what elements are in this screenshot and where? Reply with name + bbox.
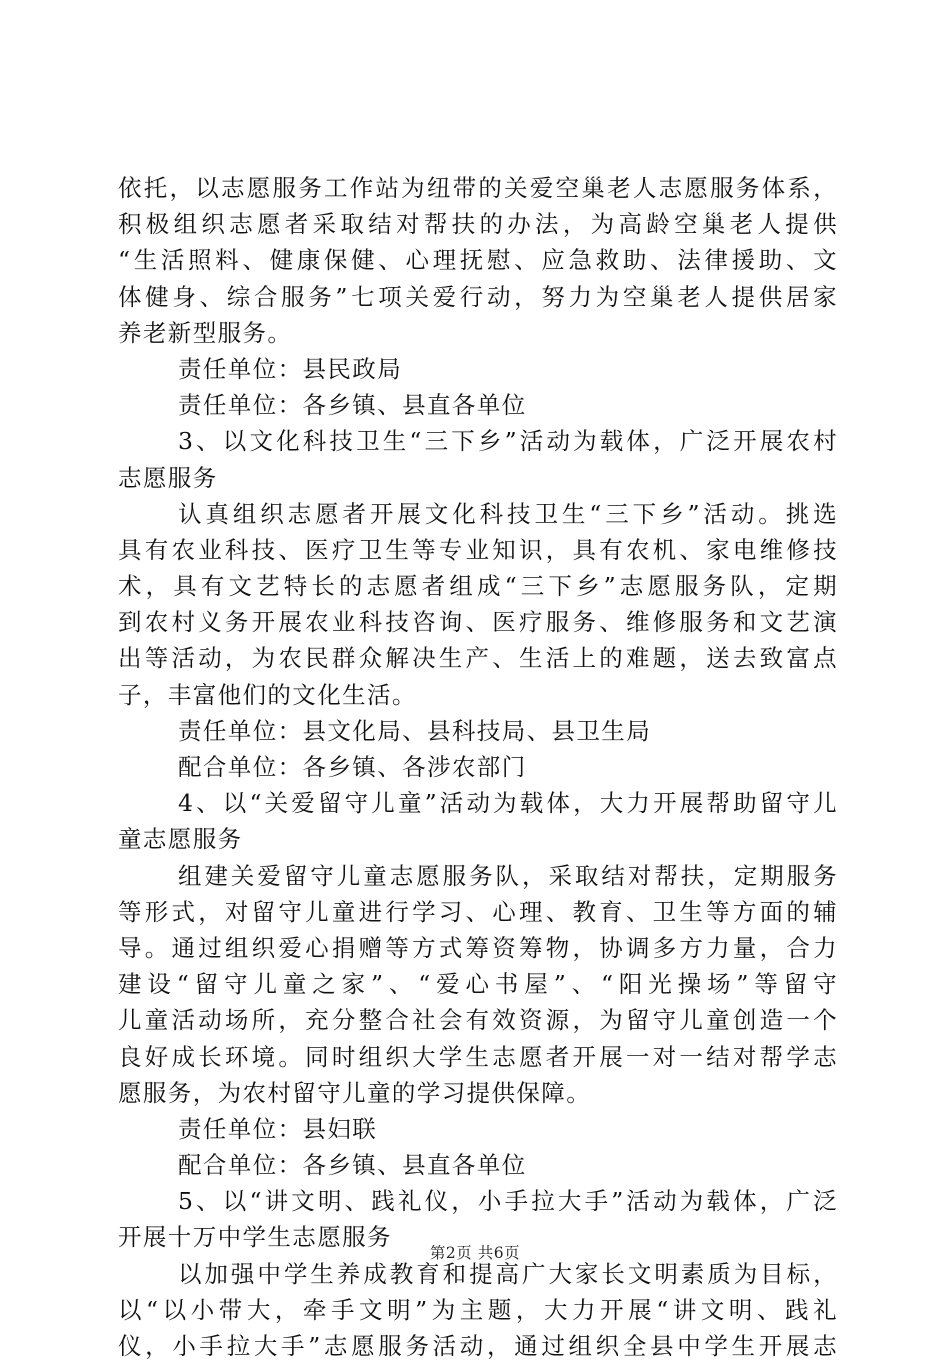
text-line: 具有农业科技、医疗卫生等专业知识，具有农机、家电维修技 xyxy=(118,535,838,564)
text-line: 术，具有文艺特长的志愿者组成“三下乡”志愿服务队，定期 xyxy=(118,572,838,601)
text-line: 到农村义务开展农业科技咨询、医疗服务、维修服务和文艺演 xyxy=(118,608,838,637)
text-line: 仪，小手拉大手”志愿服务活动，通过组织全县中学生开展志 xyxy=(118,1332,838,1360)
text-line: 积极组织志愿者采取结对帮扶的办法，为高龄空巢老人提供 xyxy=(118,210,838,239)
text-line: 导。通过组织爱心捐赠等方式筹资筹物，协调多方力量，合力 xyxy=(118,933,838,962)
document-body xyxy=(118,170,838,1364)
paragraph-start: 以加强中学生养成教育和提高广大家长文明素质为目标， xyxy=(178,1259,838,1288)
text-line: “生活照料、健康保健、心理抚慰、应急救助、法律援助、文 xyxy=(118,246,838,275)
responsible-unit-line: 责任单位：县妇联 xyxy=(178,1114,378,1143)
text-line: 等形式，对留守儿童进行学习、心理、教育、卫生等方面的辅 xyxy=(118,897,838,926)
text-line: 建设“留守儿童之家”、“爱心书屋”、“阳光操场”等留守 xyxy=(118,970,838,999)
responsible-unit-line: 责任单位：县民政局 xyxy=(178,354,403,383)
text-line: 儿童活动场所，充分整合社会有效资源，为留守儿童创造一个 xyxy=(118,1006,838,1035)
text-line: 出等活动，为农民群众解决生产、生活上的难题，送去致富点 xyxy=(118,644,838,673)
section-heading-4: 4、以“关爱留守儿童”活动为载体，大力开展帮助留守儿 xyxy=(178,789,838,818)
cooperating-unit-line: 配合单位：各乡镇、县直各单位 xyxy=(178,1151,527,1180)
text-line: 以“以小带大，牵手文明”为主题，大力开展“讲文明、践礼 xyxy=(118,1295,838,1324)
cooperating-unit-line: 配合单位：各乡镇、各涉农部门 xyxy=(178,753,527,781)
section-heading-4-cont: 童志愿服务 xyxy=(118,825,243,854)
responsible-unit-line: 责任单位：县文化局、县科技局、县卫生局 xyxy=(178,716,652,745)
section-heading-5-cont: 开展十万中学生志愿服务 xyxy=(118,1223,392,1252)
paragraph-start: 认真组织志愿者开展文化科技卫生“三下乡”活动。挑选 xyxy=(178,499,838,528)
responsible-unit-line: 责任单位：各乡镇、县直各单位 xyxy=(178,391,527,420)
text-line: 愿服务，为农村留守儿童的学习提供保障。 xyxy=(118,1078,592,1107)
text-line: 依托，以志愿服务工作站为纽带的关爱空巢老人志愿服务体系， xyxy=(118,174,838,202)
section-heading-3-cont: 志愿服务 xyxy=(118,463,218,492)
paragraph-start: 组建关爱留守儿童志愿服务队，采取结对帮扶，定期服务 xyxy=(178,861,838,890)
text-line: 养老新型服务。 xyxy=(118,318,293,347)
page-number-footer: 第2页 共6页 xyxy=(429,1244,521,1262)
section-heading-3: 3、以文化科技卫生“三下乡”活动为载体，广泛开展农村 xyxy=(178,427,838,456)
section-heading-5: 5、以“讲文明、践礼仪，小手拉大手”活动为载体，广泛 xyxy=(178,1187,838,1216)
text-line: 体健身、综合服务”七项关爱行动，努力为空巢老人提供居家 xyxy=(118,282,838,311)
text-line: 良好成长环境。同时组织大学生志愿者开展一对一结对帮学志 xyxy=(118,1042,838,1071)
text-line: 子，丰富他们的文化生活。 xyxy=(118,680,417,709)
